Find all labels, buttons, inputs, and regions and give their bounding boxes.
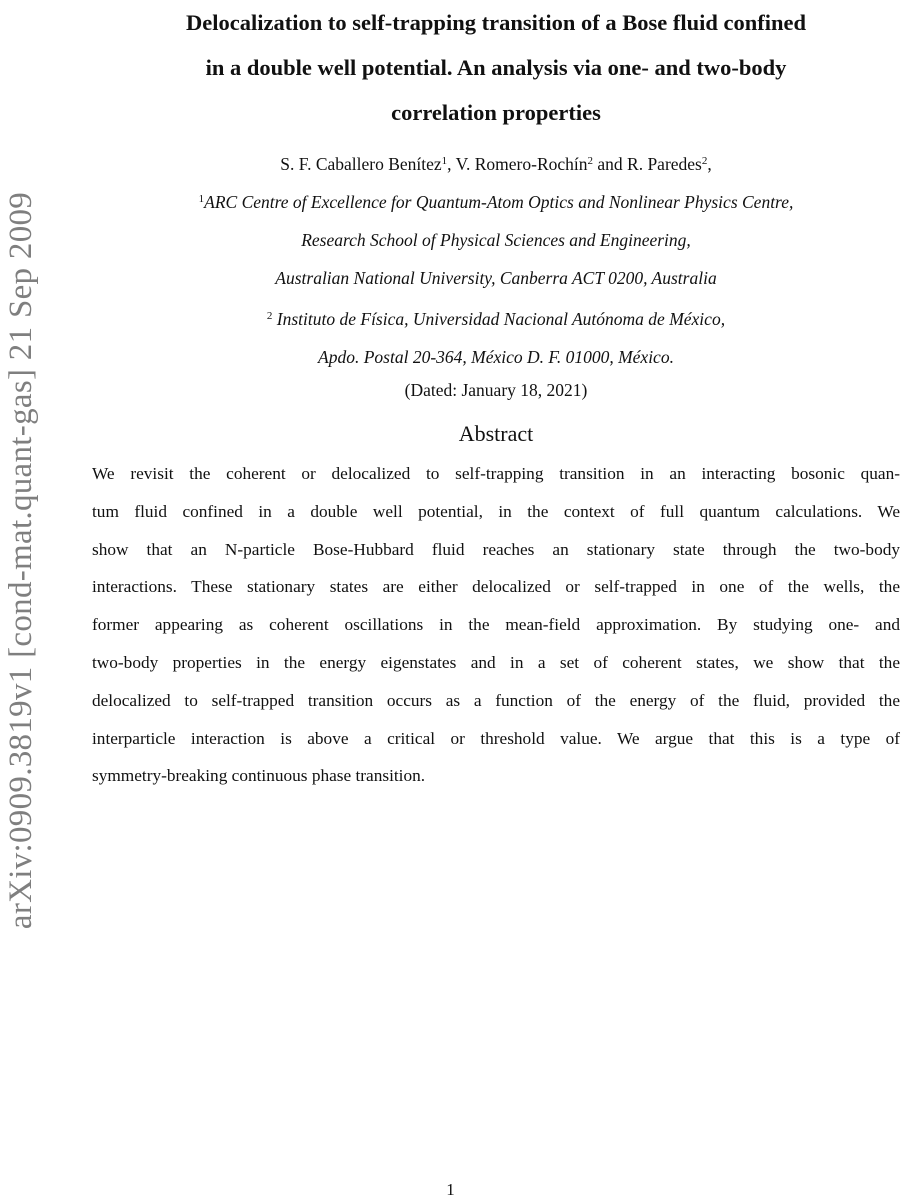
author-list	[90, 142, 901, 183]
title-line: in a double well potential. An analysis via one- and two-body	[205, 55, 787, 80]
abstract-heading: Abstract	[458, 421, 534, 446]
abstract-line: interactions. These stationary states are either delocalized or self-trapped in one of the wells, the	[92, 577, 900, 597]
author-list-tail: ,	[707, 154, 712, 174]
affiliation-line: Apdo. Postal 20-364, México D. F. 01000, México.	[318, 347, 674, 367]
abstract-body	[92, 455, 900, 795]
title-line: correlation properties	[391, 100, 601, 125]
affiliation-line: Research School of Physical Sciences and Engineering,	[301, 230, 691, 250]
arxiv-stamp-text: arXiv:0909.3819v1 [cond-mat.quant-gas] 21 Sep 2009	[3, 191, 40, 929]
page-number: 1	[446, 1180, 455, 1199]
affiliation-marker: 1	[441, 155, 448, 167]
affiliation-text: Instituto de Física, Universidad Nacional Autónoma de México,	[276, 309, 726, 329]
abstract-line: show that an N-particle Bose-Hubbard fluid reaches an stationary state through the two-body	[92, 539, 900, 559]
paper-title	[90, 0, 901, 135]
abstract-line: We revisit the coherent or delocalized to self-trapping transition in an interacting bosonic quan-	[92, 464, 900, 483]
author-name: S. F. Caballero Benítez	[280, 154, 442, 174]
abstract-line: delocalized to self-trapped transition occurs as a function of the energy of the fluid, provided the	[92, 690, 900, 710]
author-name: , V. Romero-Rochín	[447, 154, 588, 174]
affiliations	[90, 180, 901, 376]
affiliation-text: ARC Centre of Excellence for Quantum-Atom Optics and Nonlinear Physics Centre,	[204, 192, 794, 212]
arxiv-stamp	[2, 170, 42, 950]
affiliation-line: Australian National University, Canberra ACT 0200, Australia	[275, 268, 717, 288]
affiliation-line	[90, 297, 901, 338]
author-name: and R. Paredes	[593, 154, 702, 174]
abstract-line: symmetry-breaking continuous phase transition.	[92, 766, 426, 786]
abstract-line: two-body properties in the energy eigenstates and in a set of coherent states, we show that the	[92, 652, 900, 672]
abstract-line: tum fluid confined in a double well potential, in the context of full quantum calculations. We	[92, 501, 900, 521]
affiliation-marker: 2	[701, 155, 708, 167]
affiliation-marker: 1	[198, 193, 205, 205]
abstract-line: interparticle interaction is above a critical or threshold value. We argue that this is a type of	[92, 728, 900, 748]
title-line: Delocalization to self-trapping transition of a Bose fluid confined	[186, 10, 806, 35]
affiliation-line	[90, 180, 901, 221]
affiliation-marker: 2	[587, 155, 593, 167]
abstract-line: former appearing as coherent oscillations in the mean-field approximation. By studying one- and	[92, 615, 900, 635]
dated-line: (Dated: January 18, 2021)	[404, 380, 588, 400]
affiliation-marker: 2	[266, 310, 273, 322]
